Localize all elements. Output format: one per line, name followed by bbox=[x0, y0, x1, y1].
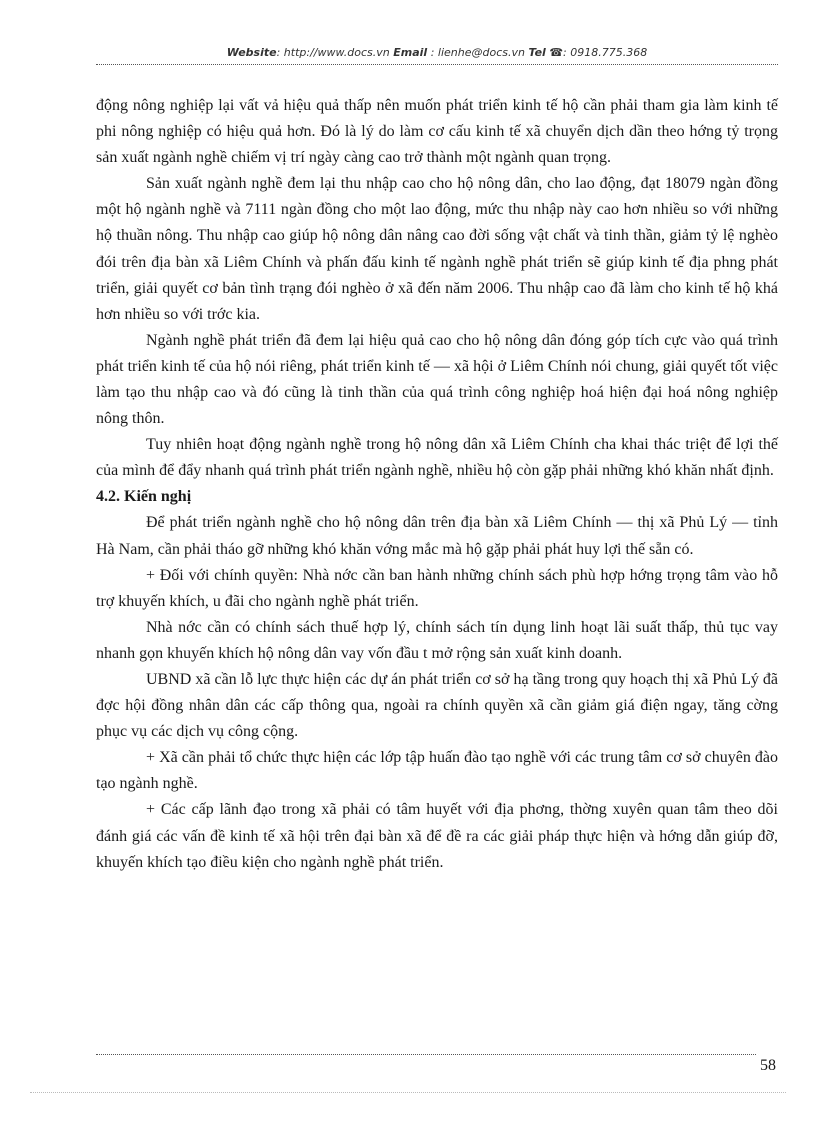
paragraph-6: + Đối với chính quyền: Nhà nớc cần ban hành những chính sách phù hợp hớng trọng tâm vào hỗ trợ khuyến khích, u đãi cho ngành nghề phát triển. bbox=[96, 566, 778, 610]
website-label: Website bbox=[226, 46, 277, 59]
page-bottom-border bbox=[30, 1092, 786, 1093]
page-number: 58 bbox=[760, 1057, 776, 1074]
section-heading: 4.2. Kiến nghị bbox=[96, 488, 192, 506]
paragraph-4: Tuy nhiên hoạt động ngành nghề trong hộ nông dân xã Liêm Chính cha khai thác triệt để lợi thế của mình để đẩy nhanh quá trình phát triển ngành nghề, nhiều hộ còn gặp phải những khó khăn nhất định. bbox=[96, 436, 778, 480]
phone-icon: ☎ bbox=[549, 46, 564, 59]
page-header bbox=[96, 46, 778, 59]
tel-value: : 0918.775.368 bbox=[563, 46, 648, 59]
paragraph-3: Ngành nghề phát triển đã đem lại hiệu quả cao cho hộ nông dân đóng góp tích cực vào quá trình phát triển kinh tế của hộ nói riêng, phát triển kinh tế — xã hội ở Liêm Chính nói chung, giải quyết tốt việc làm tạo thu nhập cao và đó cũng là tinh thần của quá trình công nghiệp hoá hiện đại hoá nông nghiệp nông thôn. bbox=[96, 331, 778, 428]
paragraph-2: Sản xuất ngành nghề đem lại thu nhập cao cho hộ nông dân, cho lao động, đạt 18079 ngàn đồng một hộ ngành nghề và 7111 ngàn đồng cho một lao động, mức thu nhập này cao hơn nhiều so với những hộ thuần nông. Thu nhập cao giúp hộ nông dân nâng cao đời sống vật chất và tinh thần, giảm tỷ lệ nghèo đói trên địa bàn xã Liêm Chính và phấn đấu kinh tế ngành nghề phát triển sẽ giúp kinh tế địa phng phát triển, giải quyết cơ bản tình trạng đói nghèo ở xã đến năm 2006. Thu nhập cao đã làm cho kinh tế hộ khá hơn nhiều so với trớc kia. bbox=[96, 175, 778, 323]
header-divider bbox=[96, 64, 778, 65]
paragraph-10: + Các cấp lãnh đạo trong xã phải có tâm huyết với địa phơng, thờng xuyên quan tâm theo dõi đánh giá các vấn đề kinh tế xã hội trên đại bàn xã để đề ra các giải pháp thực hiện và hớng dẫn giúp đỡ, khuyến khích tạo điều kiện cho ngành nghề phát triển. bbox=[96, 801, 778, 871]
paragraph-7: Nhà nớc cần có chính sách thuế hợp lý, chính sách tín dụng linh hoạt lãi suất thấp, thủ tục vay nhanh gọn khuyến khích hộ nông dân vay vốn đầu t mở rộng sản xuất kinh doanh. bbox=[96, 618, 778, 662]
document-body bbox=[96, 93, 778, 876]
paragraph-5: Để phát triển ngành nghề cho hộ nông dân trên địa bàn xã Liêm Chính — thị xã Phủ Lý — tỉnh Hà Nam, cần phải tháo gỡ những khó khăn vớng mắc mà hộ gặp phải phát huy lợi thế sẵn có. bbox=[96, 514, 778, 558]
email-value: : lienhe@docs.vn bbox=[430, 46, 525, 59]
paragraph-8: UBND xã cần lỗ lực thực hiện các dự án phát triển cơ sở hạ tầng trong quy hoạch thị xã Phủ Lý đã đợc hội đồng nhân dân các cấp thông qua, ngoài ra chính quyền xã cần giảm giá điện ngay, tăng cờng phục vụ các dịch vụ công cộng. bbox=[96, 670, 778, 741]
tel-label: Tel bbox=[528, 46, 546, 59]
footer-divider bbox=[96, 1054, 756, 1055]
paragraph-1: động nông nghiệp lại vất vả hiệu quả thấp nên muốn phát triển kinh tế hộ cần phải tham gia làm kinh tế phi nông nghiệp có hiệu quả hơn. Đó là lý do làm cơ cấu kinh tế xã chuyển dịch dần theo hớng tỷ trọng sản xuất ngành nghề chiếm vị trí ngày càng cao trở thành một ngành quan trọng. bbox=[96, 97, 778, 167]
email-label: Email bbox=[393, 46, 428, 59]
website-value: : http://www.docs.vn bbox=[276, 46, 390, 59]
paragraph-9: + Xã cần phải tổ chức thực hiện các lớp tập huấn đào tạo nghề với các trung tâm cơ sở chuyên đào tạo ngành nghề. bbox=[96, 749, 778, 793]
